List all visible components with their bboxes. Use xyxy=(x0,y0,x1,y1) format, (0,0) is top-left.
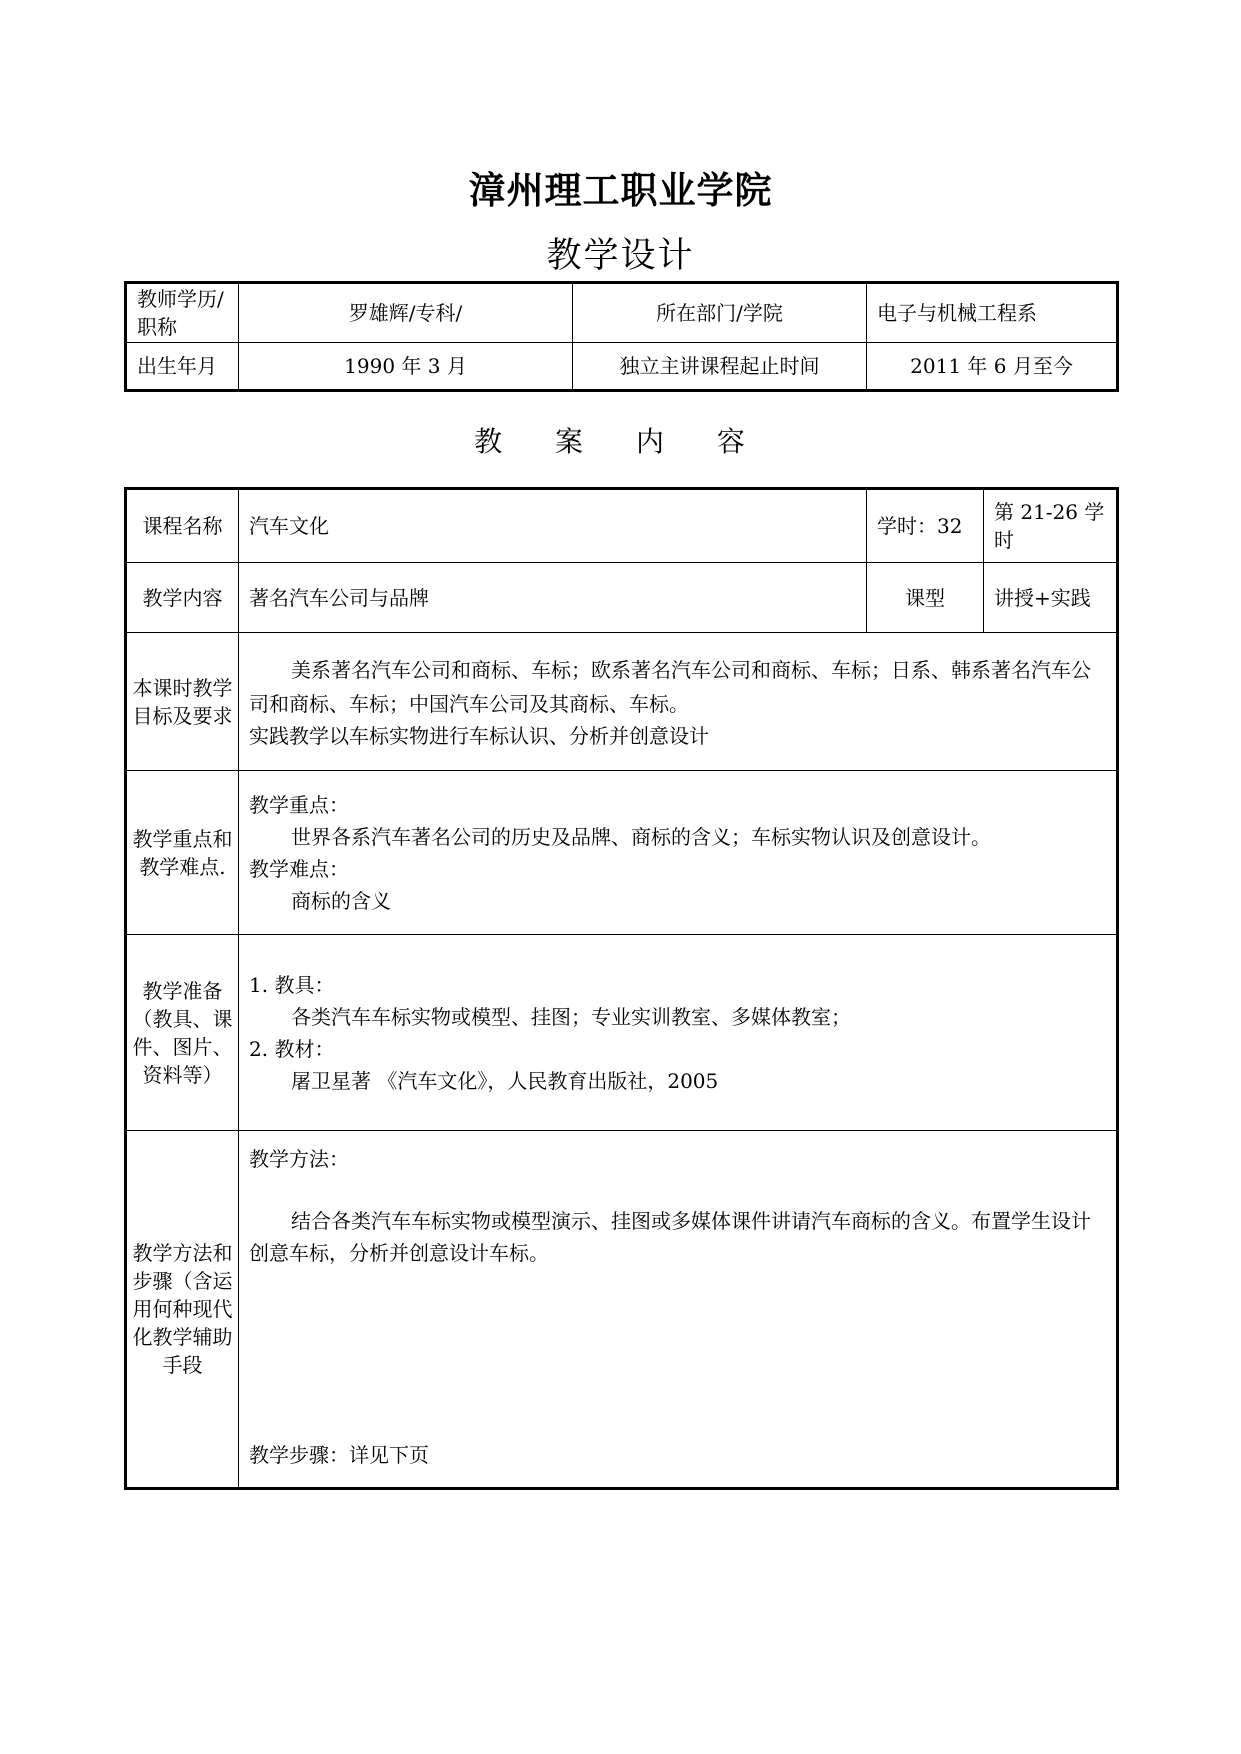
objectives-cell xyxy=(239,633,1118,771)
key-points-cell xyxy=(239,771,1118,935)
methods-cell xyxy=(239,1131,1118,1489)
table-row xyxy=(126,563,1118,633)
textbook-text: 屠卫星著 《汽车文化》，人民教育出版社，2005 xyxy=(291,1068,719,1093)
focus-title: 教学重点： xyxy=(249,792,349,817)
textbook-title: 2. 教材： xyxy=(249,1036,335,1061)
spacer xyxy=(249,1269,1106,1439)
teacher-degree-value: 罗雄辉/专科/ xyxy=(239,283,573,343)
spacer xyxy=(249,1175,1106,1205)
table-row xyxy=(126,1131,1118,1489)
table-row xyxy=(126,283,1118,343)
objectives-text-2: 实践教学以车标实物进行车标认识、分析并创意设计 xyxy=(249,723,709,748)
teaching-content-value: 著名汽车公司与品牌 xyxy=(239,563,867,633)
table-row xyxy=(126,343,1118,391)
section-title: 教 案 内 容 xyxy=(474,425,767,458)
department-label: 所在部门/学院 xyxy=(573,283,867,343)
school-name: 漳州理工职业学院 xyxy=(468,168,773,212)
course-time-value: 2011 年 6 月至今 xyxy=(867,343,1118,391)
preparation-cell xyxy=(239,935,1118,1131)
lesson-type-value: 讲授+实践 xyxy=(984,563,1118,633)
table-row xyxy=(126,935,1118,1131)
birth-value: 1990 年 3 月 xyxy=(239,343,573,391)
table-row xyxy=(126,633,1118,771)
objectives-text-1: 美系著名汽车公司和商标、车标；欧系著名汽车公司和商标、车标；日系、韩系著名汽车公司和商标、车标；中国汽车公司及其商标、车标。 xyxy=(249,657,1091,716)
difficulty-text: 商标的含义 xyxy=(291,888,391,913)
course-name-label: 课程名称 xyxy=(126,489,239,563)
course-period: 第 21-26 学时 xyxy=(984,489,1118,563)
birth-label: 出生年月 xyxy=(126,343,239,391)
department-value: 电子与机械工程系 xyxy=(867,283,1118,343)
method-title: 教学方法： xyxy=(249,1147,349,1171)
tools-text: 各类汽车车标实物或模型、挂图；专业实训教室、多媒体教室； xyxy=(291,1004,851,1029)
teacher-info-table xyxy=(124,281,1119,392)
teacher-degree-label: 教师学历/职称 xyxy=(126,283,239,343)
preparation-label: 教学准备（教具、课件、图片、资料等） xyxy=(126,935,239,1131)
table-row xyxy=(126,489,1118,563)
lesson-type-label: 课型 xyxy=(867,563,984,633)
method-text: 结合各类汽车车标实物或模型演示、挂图或多媒体课件讲请汽车商标的含义。布置学生设计创意车标，分析并创意设计车标。 xyxy=(249,1209,1091,1265)
course-time-label: 独立主讲课程起止时间 xyxy=(573,343,867,391)
course-hours: 学时：32 xyxy=(867,489,984,563)
focus-text: 世界各系汽车著名公司的历史及品牌、商标的含义；车标实物认识及创意设计。 xyxy=(291,824,991,849)
methods-label: 教学方法和步骤（含运用何种现代化教学辅助手段 xyxy=(126,1131,239,1489)
difficulty-title: 教学难点： xyxy=(249,856,349,881)
lesson-plan-table xyxy=(124,487,1119,1490)
tools-title: 1. 教具： xyxy=(249,972,335,997)
key-points-label: 教学重点和教学难点. xyxy=(126,771,239,935)
teaching-content-label: 教学内容 xyxy=(126,563,239,633)
teaching-steps: 教学步骤：详见下页 xyxy=(249,1443,429,1467)
table-row xyxy=(126,771,1118,935)
course-name-value: 汽车文化 xyxy=(239,489,867,563)
document-title: 教学设计 xyxy=(546,236,695,276)
objectives-label: 本课时教学目标及要求 xyxy=(126,633,239,771)
